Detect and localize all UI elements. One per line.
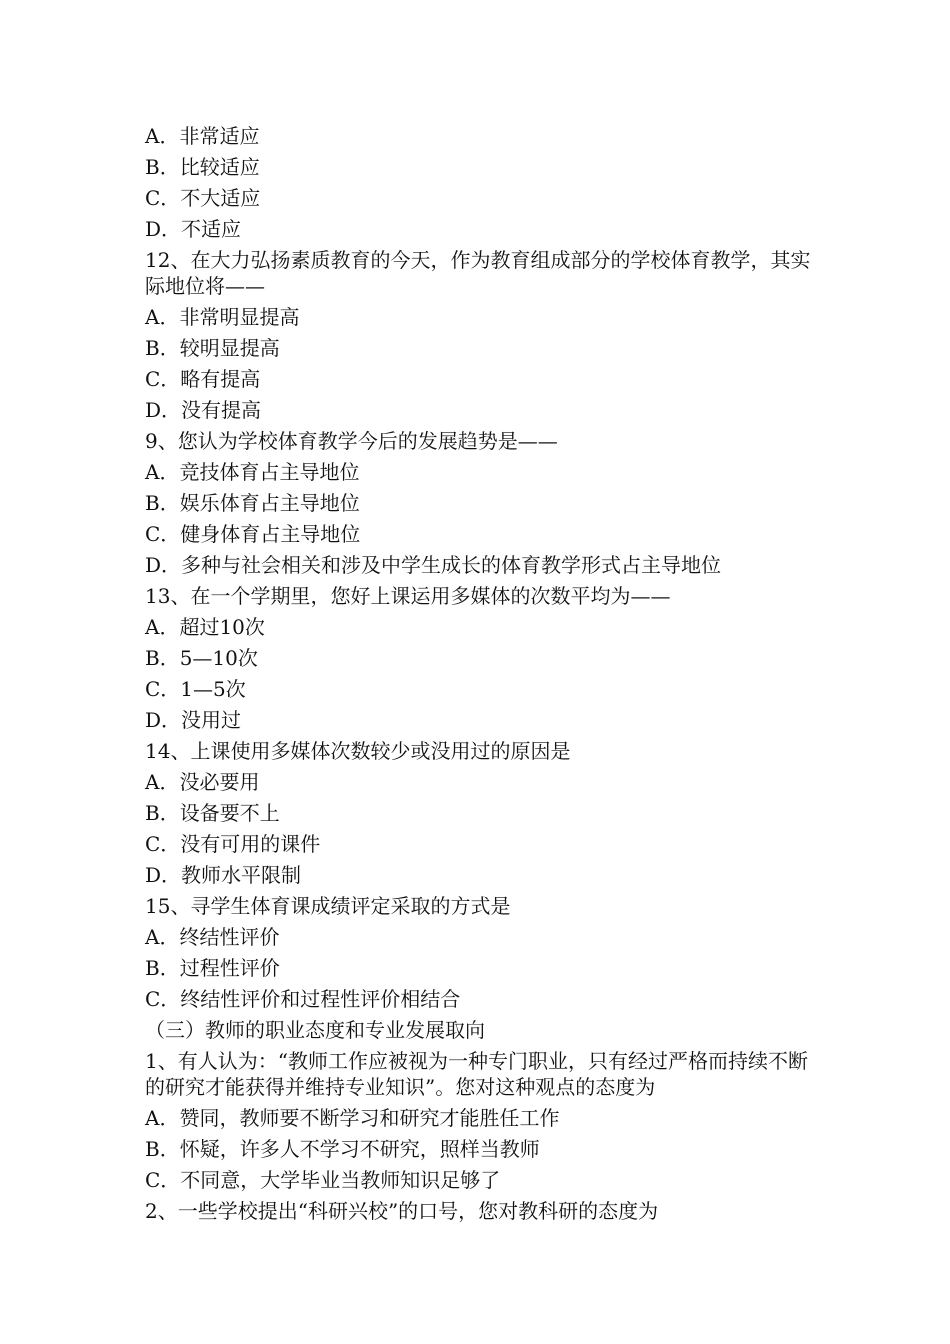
option-line: A．非常适应 <box>145 124 260 148</box>
question-line: 1、有人认为：“教师工作应被视为一种专门职业，只有经过严格而持续不断的研究才能获得并维持专业知识”。您对这种观点的态度为 <box>145 1049 808 1099</box>
option-line: A．赞同，教师要不断学习和研究才能胜任工作 <box>145 1106 560 1130</box>
option-line: B．娱乐体育占主导地位 <box>145 491 360 515</box>
document-body <box>145 121 820 1227</box>
option-line: C．不大适应 <box>145 186 261 210</box>
question-line: 13、在一个学期里，您好上课运用多媒体的次数平均为—— <box>145 584 671 608</box>
question-line: 15、寻学生体育课成绩评定采取的方式是 <box>145 894 511 918</box>
question-line: 12、在大力弘扬素质教育的今天，作为教育组成部分的学校体育教学，其实际地位将—— <box>145 248 811 298</box>
option-line: A．竞技体育占主导地位 <box>145 460 360 484</box>
option-line: A．非常明显提高 <box>145 305 300 329</box>
option-line: B．较明显提高 <box>145 336 280 360</box>
option-line: D．没用过 <box>145 708 242 732</box>
option-line: B．过程性评价 <box>145 956 280 980</box>
option-line: C．终结性评价和过程性评价相结合 <box>145 987 461 1011</box>
option-line: A．终结性评价 <box>145 925 280 949</box>
option-line: C．不同意，大学毕业当教师知识足够了 <box>145 1168 501 1192</box>
option-line: B．怀疑，许多人不学习不研究，照样当教师 <box>145 1137 540 1161</box>
section-heading: （三）教师的职业态度和专业发展取向 <box>145 1018 485 1042</box>
option-line: D．多种与社会相关和涉及中学生成长的体育教学形式占主导地位 <box>145 553 722 577</box>
option-line: B．设备要不上 <box>145 801 280 825</box>
option-line: C．略有提高 <box>145 367 261 391</box>
question-line: 2、一些学校提出“科研兴校”的口号，您对教科研的态度为 <box>145 1199 659 1223</box>
option-line: C．没有可用的课件 <box>145 832 321 856</box>
option-line: D．教师水平限制 <box>145 863 302 887</box>
option-line: C．健身体育占主导地位 <box>145 522 361 546</box>
option-line: A．超过10次 <box>145 615 265 639</box>
question-line: 14、上课使用多媒体次数较少或没用过的原因是 <box>145 739 571 763</box>
option-line: C．1—5次 <box>145 677 246 701</box>
option-line: B．5—10次 <box>145 646 258 670</box>
option-line: B．比较适应 <box>145 155 260 179</box>
question-line: 9、您认为学校体育教学今后的发展趋势是—— <box>145 429 558 453</box>
option-line: A．没必要用 <box>145 770 260 794</box>
option-line: D．没有提高 <box>145 398 262 422</box>
option-line: D．不适应 <box>145 217 242 241</box>
